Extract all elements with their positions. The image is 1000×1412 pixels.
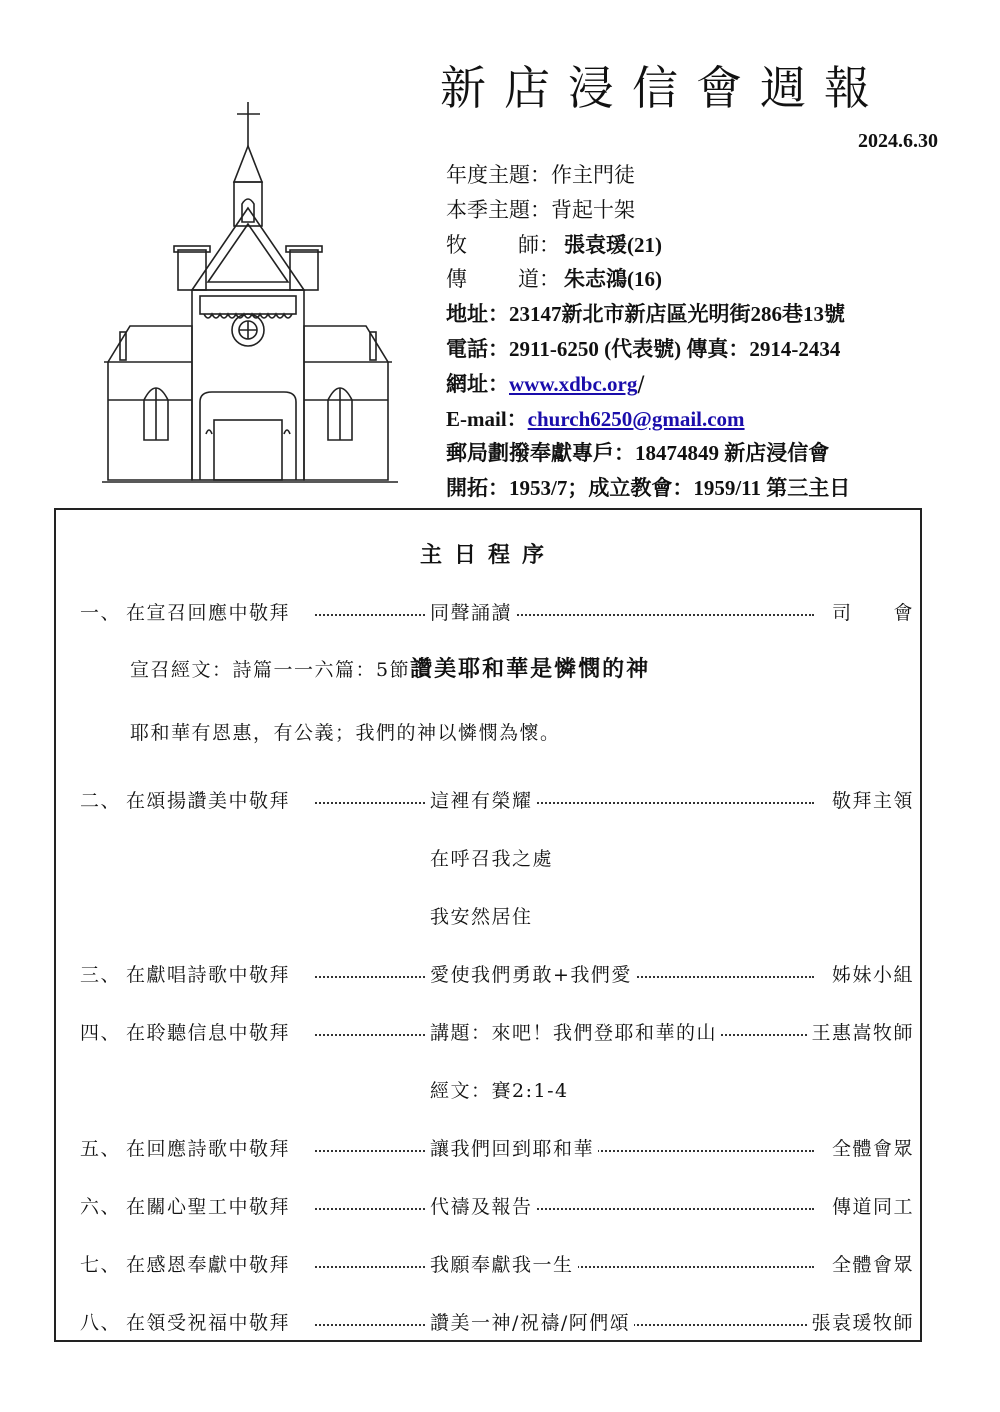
- call-scripture-text: 耶和華有恩惠，有公義；我們的神以憐憫為懷。: [130, 722, 561, 744]
- program-row: 一、 在宣召回應中敬拜 同聲誦讀 司 會: [80, 598, 914, 628]
- website-link[interactable]: www.xdbc.org: [509, 371, 638, 396]
- bulletin-date: 2024.6.30: [858, 130, 938, 152]
- church-illustration: [100, 100, 400, 490]
- bulletin-title: 新店浸信會週報: [440, 61, 888, 115]
- evangelist-value: 朱志鴻(16): [564, 267, 662, 292]
- pastor-value: 張袁瑗(21): [564, 232, 662, 257]
- evangelist-line: [446, 262, 946, 297]
- pastor-line: [446, 228, 946, 263]
- founded-line: 開拓：1953/7；成立教會：1959/11 第三主日: [446, 476, 851, 501]
- program-row: 三、 在獻唱詩歌中敬拜 愛使我們勇敢+我們愛 姊妹小組: [80, 960, 914, 990]
- website-label: 網址：: [446, 371, 509, 396]
- phone-fax: 電話：2911-6250 (代表號) 傳真：2914-2434: [446, 336, 841, 361]
- sermon-scripture: 經文：賽2:1-4: [430, 1080, 569, 1102]
- address: 地址：23147新北市新店區光明街286巷13號: [446, 302, 845, 327]
- praise-song-2: 在呼召我之處: [430, 848, 554, 870]
- call-scripture: 宣召經文：詩篇一一六篇：5節讚美耶和華是憐憫的神: [130, 656, 651, 682]
- program-row: 四、 在聆聽信息中敬拜 講題：來吧！我們登耶和華的山 王惠嵩牧師: [80, 1018, 914, 1048]
- program-row: 八、 在領受祝福中敬拜 讚美一神/祝禱/阿們頌 張袁瑗牧師: [80, 1308, 914, 1338]
- praise-song-3: 我安然居住: [430, 906, 533, 928]
- program-row: 七、 在感恩奉獻中敬拜 我願奉獻我一生 全體會眾: [80, 1250, 914, 1280]
- evangelist-label-b: 道：: [518, 267, 560, 292]
- email-link[interactable]: church6250@gmail.com: [527, 406, 745, 431]
- email-line: [446, 402, 946, 437]
- program-title: 主日程序: [419, 542, 556, 568]
- evangelist-label-a: 傳: [446, 267, 467, 292]
- season-theme: 本季主題：背起十架: [446, 197, 635, 222]
- program-row: 二、 在頌揚讚美中敬拜 這裡有榮耀 敬拜主領: [80, 786, 914, 816]
- program-row: 五、 在回應詩歌中敬拜 讓我們回到耶和華 全體會眾: [80, 1134, 914, 1164]
- email-label: E-mail：: [446, 406, 528, 431]
- service-program: [54, 508, 922, 1342]
- program-row: 六、 在關心聖工中敬拜 代禱及報告 傳道同工: [80, 1192, 914, 1222]
- pastor-label-a: 牧: [446, 232, 467, 257]
- annual-theme: 年度主題：作主門徒: [446, 163, 635, 187]
- website-line: 網址：www.xdbc.org/: [446, 371, 645, 396]
- postal-account: 郵局劃撥奉獻專戶：18474849 新店浸信會: [446, 441, 830, 466]
- pastor-label-b: 師：: [518, 232, 560, 257]
- church-info: [446, 158, 946, 506]
